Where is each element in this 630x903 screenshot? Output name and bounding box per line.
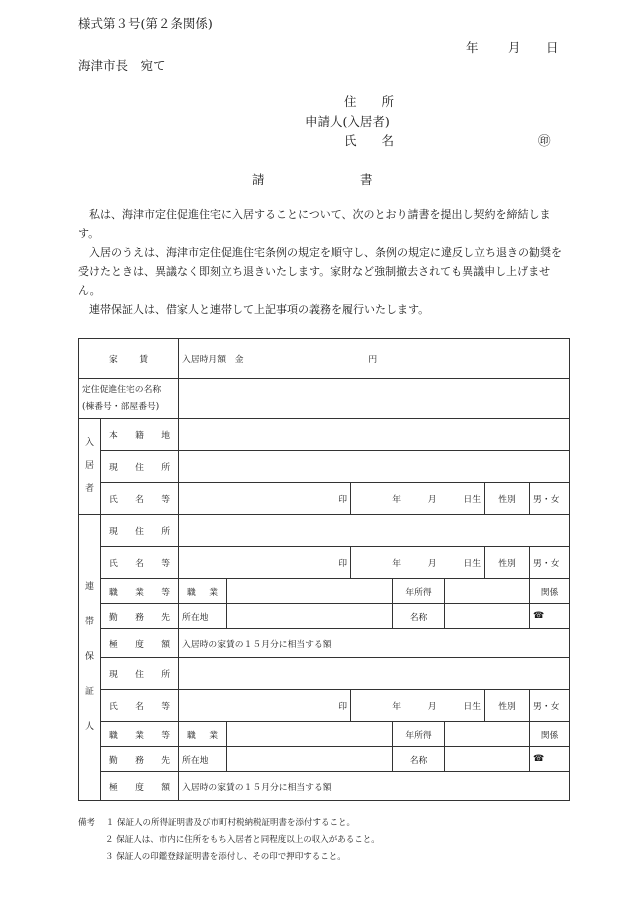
housing-name-label-line2: (棟番号・部屋番号) [82, 401, 160, 412]
guarantor1-phone-icon: ☎ [530, 604, 570, 629]
birth-day-label: 日生 [463, 495, 482, 505]
guarantor2-income-label: 年所得 [393, 722, 445, 747]
guarantor1-address-field[interactable] [179, 515, 570, 547]
note-2-number: ２ [105, 835, 114, 845]
guarantor2-location-field[interactable] [227, 747, 393, 772]
guarantor2-gender-label: 性別 [485, 690, 530, 722]
guarantor2-address-row [79, 658, 570, 690]
guarantor-group-char: 帯 [84, 617, 94, 627]
birth-day-label: 日生 [463, 559, 482, 569]
guarantor1-location-field[interactable] [227, 604, 393, 629]
guarantor2-company-field[interactable] [445, 747, 530, 772]
tenant-domicile-field[interactable] [179, 419, 570, 451]
guarantor1-address-label: 現 住 所 [101, 515, 179, 547]
tenant-group-char: 居 [84, 461, 94, 471]
addressee: 海津市長 宛て [78, 58, 166, 73]
guarantor1-workplace-row [79, 604, 570, 629]
guarantor2-location-label: 所在地 [179, 747, 227, 772]
guarantor2-name-field[interactable] [179, 690, 351, 722]
rent-value-field[interactable] [179, 339, 570, 379]
tenant-address-row [79, 451, 570, 483]
rent-prefix: 入居時月額 金 [182, 355, 244, 365]
guarantor1-gender-label: 性別 [485, 547, 530, 579]
note-3 [78, 849, 380, 866]
birth-month-label: 月 [427, 495, 437, 505]
guarantor2-seal-mark: 印 [338, 702, 348, 712]
guarantor1-location-label: 所在地 [179, 604, 227, 629]
guarantor1-occupation-row [79, 579, 570, 604]
tenant-group-label [79, 419, 101, 515]
guarantor2-workplace-label: 勤 務 先 [101, 747, 179, 772]
housing-name-label-line1: 定住促進住宅の名称 [82, 384, 162, 395]
guarantor2-gender-choice[interactable]: 男・女 [530, 690, 570, 722]
guarantor1-company-field[interactable] [445, 604, 530, 629]
guarantor2-address-label: 現 住 所 [101, 658, 179, 690]
note-3-text: 保証人の印鑑登録証明書を添付し、その印で押印すること。 [116, 852, 346, 862]
guarantor2-birthdate-field[interactable] [351, 690, 485, 722]
guarantor2-relation-label: 関係 [530, 722, 570, 747]
note-3-number: ３ [105, 852, 114, 862]
tenant-name-label: 氏 名 等 [101, 483, 179, 515]
guarantor2-limit-row [79, 772, 570, 801]
notes-heading: 備考 [78, 818, 96, 828]
tenant-address-label: 現 住 所 [101, 451, 179, 483]
guarantor1-gender-choice[interactable]: 男・女 [530, 547, 570, 579]
housing-name-label [79, 379, 179, 419]
birth-year-label: 年 [392, 495, 401, 505]
body-paragraph-1: 私は、海津市定住促進住宅に入居することについて、次のとおり請書を提出し契約を締結します。 [78, 208, 551, 240]
tenant-seal-mark: 印 [338, 495, 348, 505]
body-text [78, 205, 570, 319]
birth-day-label: 日生 [463, 702, 482, 712]
tenant-group-char: 入 [84, 438, 94, 448]
applicant-seal-mark: ㊞ [538, 133, 551, 148]
guarantor-group-char: 連 [84, 582, 94, 592]
note-2 [78, 832, 380, 849]
form-number: 様式第３号(第２条関係) [78, 16, 213, 31]
birth-year-label: 年 [392, 559, 401, 569]
guarantor1-address-row [79, 515, 570, 547]
guarantor2-occupation-label: 職 業 等 [101, 722, 179, 747]
tenant-name-field[interactable] [179, 483, 351, 515]
guarantor2-company-label: 名称 [393, 747, 445, 772]
housing-name-field[interactable] [179, 379, 570, 419]
birth-month-label: 月 [427, 559, 437, 569]
guarantor-group-char: 人 [84, 722, 94, 732]
applicant-address-label: 住 所 [344, 94, 395, 109]
guarantor2-name-row [79, 690, 570, 722]
tenant-group-char: 者 [84, 484, 94, 494]
housing-name-row [79, 379, 570, 419]
guarantor-group-label [79, 515, 101, 801]
guarantor1-occupation-label: 職 業 等 [101, 579, 179, 604]
guarantor1-name-field[interactable] [179, 547, 351, 579]
guarantor1-company-label: 名称 [393, 604, 445, 629]
guarantor2-limit-value: 入居時の家賃の１５月分に相当する額 [179, 772, 570, 801]
guarantor1-name-label: 氏 名 等 [101, 547, 179, 579]
date-month-label: 月 [508, 40, 521, 55]
guarantor2-workplace-row [79, 747, 570, 772]
birth-year-label: 年 [392, 702, 401, 712]
guarantor1-name-row [79, 547, 570, 579]
guarantor1-seal-mark: 印 [338, 559, 348, 569]
document-title: 請 書 [252, 172, 374, 187]
guarantor-group-char: 保 [84, 652, 94, 662]
guarantor1-relation-label: 関係 [530, 579, 570, 604]
guarantor1-workplace-label: 勤 務 先 [101, 604, 179, 629]
guarantor2-address-field[interactable] [179, 658, 570, 690]
guarantor1-limit-row [79, 629, 570, 658]
rent-unit: 円 [368, 355, 378, 365]
guarantor1-occupation-field[interactable] [227, 579, 393, 604]
notes [78, 815, 380, 866]
note-1-number: １ [105, 818, 115, 828]
tenant-domicile-row [79, 419, 570, 451]
guarantor2-occupation-sublabel: 職 業 [179, 722, 227, 747]
guarantor-group-char: 証 [84, 687, 94, 697]
guarantor2-phone-icon: ☎ [530, 747, 570, 772]
guarantor1-occupation-sublabel: 職 業 [179, 579, 227, 604]
body-paragraph-2: 入居のうえは、海津市定住促進住宅条例の規定を順守し、条例の規定に違反し立ち退きの勧奨を受けたときは、異議なく即刻立ち退きいたします。家財など強制撤去されても異議申し上げません。 [78, 246, 562, 297]
guarantor2-income-field[interactable] [445, 722, 530, 747]
guarantor2-limit-label: 極 度 額 [101, 772, 179, 801]
guarantor1-limit-value: 入居時の家賃の１５月分に相当する額 [179, 629, 570, 658]
note-2-text: 保証人は、市内に住所をもち入居者と同程度以上の収入があること。 [116, 835, 380, 845]
birth-month-label: 月 [427, 702, 437, 712]
guarantor2-occupation-field[interactable] [227, 722, 393, 747]
note-1-text: 保証人の所得証明書及び市町村税納税証明書を添付すること。 [116, 818, 355, 828]
guarantor1-income-label: 年所得 [393, 579, 445, 604]
rent-label: 家 賃 [79, 339, 179, 379]
contract-form-table [78, 338, 570, 801]
tenant-name-row [79, 483, 570, 515]
body-paragraph-3: 連帯保証人は、借家人と連帯して上記事項の義務を履行いたします。 [89, 303, 430, 316]
guarantor1-limit-label: 極 度 額 [101, 629, 179, 658]
date-year-label: 年 [466, 40, 479, 55]
applicant-role-label: 申請人(入居者) [305, 114, 390, 129]
rent-row [79, 339, 570, 379]
tenant-birthdate-field[interactable] [351, 483, 485, 515]
date-day-label: 日 [546, 40, 559, 55]
guarantor1-birthdate-field[interactable] [351, 547, 485, 579]
guarantor2-name-label: 氏 名 等 [101, 690, 179, 722]
tenant-gender-choice[interactable]: 男・女 [530, 483, 570, 515]
guarantor1-income-field[interactable] [445, 579, 530, 604]
tenant-domicile-label: 本 籍 地 [101, 419, 179, 451]
guarantor2-occupation-row [79, 722, 570, 747]
tenant-gender-label: 性別 [485, 483, 530, 515]
applicant-name-label: 氏 名 [344, 133, 395, 148]
tenant-address-field[interactable] [179, 451, 570, 483]
note-1 [78, 815, 380, 832]
